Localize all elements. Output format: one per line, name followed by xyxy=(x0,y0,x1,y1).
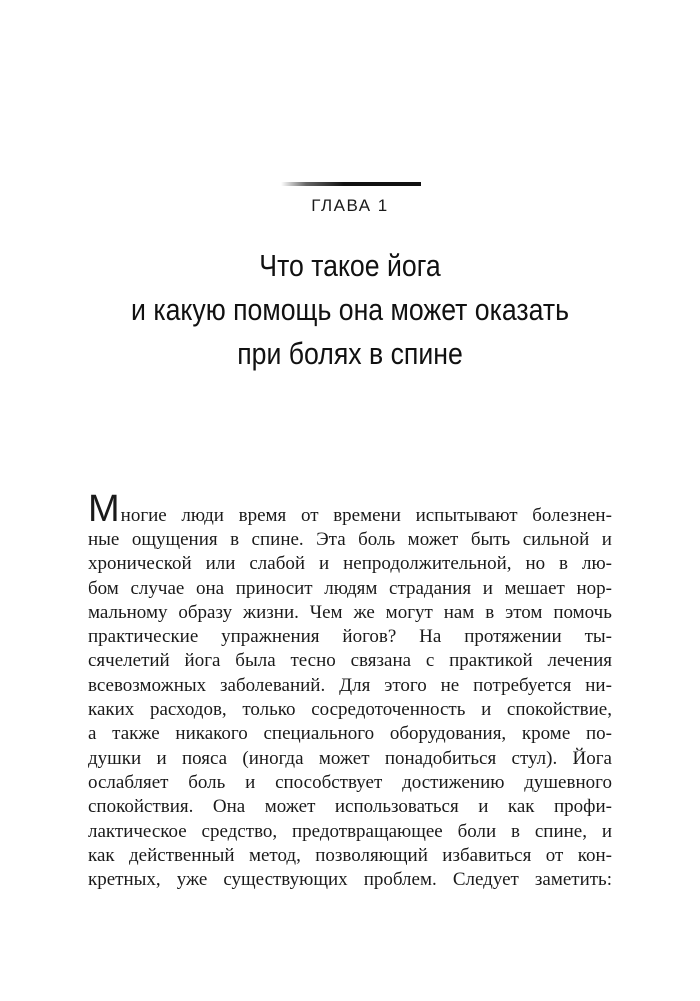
word: мальному xyxy=(88,601,168,623)
word: в xyxy=(230,529,240,550)
word: мешает xyxy=(504,577,565,599)
word: и xyxy=(482,577,493,599)
word: заметить: xyxy=(534,869,612,891)
text-line xyxy=(88,747,612,771)
word: специального xyxy=(263,723,375,745)
word: ни- xyxy=(585,674,612,696)
word: профи- xyxy=(553,796,612,818)
word: люди xyxy=(181,504,224,526)
chapter-title xyxy=(49,244,651,376)
word: Она xyxy=(212,796,246,818)
word: испытывают xyxy=(415,504,518,526)
word: и xyxy=(481,699,492,721)
word: лю- xyxy=(581,553,612,575)
word: лактическое xyxy=(88,820,187,842)
word: жизни. xyxy=(242,601,299,623)
first-line-word: ногие xyxy=(120,504,167,526)
word: и xyxy=(319,553,330,575)
word: средство, xyxy=(201,820,278,842)
word: Чем xyxy=(309,601,343,623)
chapter-title-line: и какую помощь она может оказать xyxy=(131,292,569,327)
word: этого xyxy=(384,674,427,696)
word: проблем. xyxy=(363,869,437,891)
word: кроме xyxy=(521,723,571,745)
text-line xyxy=(88,698,612,722)
text-line xyxy=(88,528,612,552)
word: образу xyxy=(178,601,233,623)
word: боль xyxy=(188,771,226,793)
word: как xyxy=(88,844,115,866)
word: она xyxy=(195,577,225,599)
word: сосредоточенность xyxy=(311,699,466,721)
word: приносит xyxy=(235,577,313,599)
word: болезнен- xyxy=(532,504,612,526)
word: достижению xyxy=(402,771,505,793)
word: ты- xyxy=(584,626,612,648)
word: времени xyxy=(333,504,401,526)
word: пояса xyxy=(181,747,228,769)
chapter-title-line: Что такое йога xyxy=(259,248,441,283)
word: практикой xyxy=(449,650,533,672)
text-line xyxy=(88,487,612,530)
text-line xyxy=(88,552,612,576)
word: упражнения xyxy=(221,626,320,648)
word: боли xyxy=(457,820,497,842)
chapter-label: ГЛАВА 1 xyxy=(311,196,389,215)
word: этом xyxy=(505,601,543,623)
word: связана xyxy=(350,650,412,672)
word: или xyxy=(205,553,236,575)
word: действенный xyxy=(129,844,235,866)
word: также xyxy=(112,723,160,745)
word: и xyxy=(245,771,256,793)
word: может xyxy=(407,529,459,550)
word: предотвращающее xyxy=(292,820,443,842)
word: была xyxy=(235,650,276,672)
word: оборудования, xyxy=(389,723,507,745)
word: с xyxy=(425,650,435,672)
word: быть xyxy=(470,529,511,550)
word: в xyxy=(485,601,495,623)
word: ные xyxy=(88,529,120,550)
drop-cap: М xyxy=(88,487,120,530)
text-line xyxy=(88,795,612,819)
first-line-start xyxy=(88,487,167,530)
word: всевозможных xyxy=(88,674,207,696)
word: сячелетий xyxy=(88,650,170,672)
word: как xyxy=(507,796,535,818)
word: йогов? xyxy=(342,626,397,648)
word: страдания xyxy=(389,577,472,599)
word: и xyxy=(601,820,612,842)
word: нам xyxy=(443,601,475,623)
text-line xyxy=(88,674,612,698)
word: уже xyxy=(176,869,208,891)
word: могут xyxy=(385,601,433,623)
word: Эта xyxy=(316,529,346,550)
word: сильной xyxy=(522,529,590,550)
chapter-rule xyxy=(281,182,421,186)
text-line xyxy=(88,722,612,746)
word: боль xyxy=(358,529,396,550)
word: кретных, xyxy=(88,869,161,891)
word: Йога xyxy=(572,747,612,769)
word: избавиться xyxy=(442,844,532,866)
word: и xyxy=(478,796,489,818)
word: понадобиться xyxy=(384,747,497,769)
word: и xyxy=(601,529,612,550)
chapter-title-line: при болях в спине xyxy=(237,336,463,371)
word: метод, xyxy=(248,844,301,866)
word: в xyxy=(559,553,569,575)
text-line xyxy=(88,844,612,868)
word: и xyxy=(156,747,167,769)
word: не xyxy=(440,674,460,696)
word: спине. xyxy=(251,529,304,550)
word: слабой xyxy=(249,553,306,575)
text-line xyxy=(88,649,612,673)
word: тесно xyxy=(290,650,336,672)
word: душки xyxy=(88,747,142,769)
word: может xyxy=(318,747,370,769)
word: протяжении xyxy=(464,626,562,648)
body-paragraph xyxy=(88,487,612,892)
word: от xyxy=(300,504,319,526)
word: лечения xyxy=(547,650,612,672)
word: использоваться xyxy=(334,796,459,818)
word: практические xyxy=(88,626,199,648)
text-line xyxy=(88,577,612,601)
word: может xyxy=(264,796,316,818)
text-line xyxy=(88,771,612,795)
word: душевного xyxy=(524,771,612,793)
word: спокойствия. xyxy=(88,796,194,818)
word: только xyxy=(242,699,296,721)
word: же xyxy=(353,601,375,623)
word: никакого xyxy=(175,723,248,745)
word: помочь xyxy=(553,601,612,623)
word: Следует xyxy=(452,869,519,891)
word: время xyxy=(238,504,287,526)
word: каких xyxy=(88,699,135,721)
word: ощущения xyxy=(131,529,218,550)
word: в xyxy=(511,820,520,842)
word: случае xyxy=(130,577,185,599)
word: от xyxy=(545,844,564,866)
word: позволяющий xyxy=(315,844,428,866)
word: (иногда xyxy=(242,747,304,769)
word: заболеваний. xyxy=(220,674,326,696)
word: йога xyxy=(184,650,221,672)
text-line xyxy=(88,601,612,625)
word: непродолжительной, xyxy=(343,553,512,575)
word: потребуется xyxy=(473,674,572,696)
word: хронической xyxy=(88,553,192,575)
word: бом xyxy=(88,577,119,599)
word: способствует xyxy=(275,771,383,793)
word: а xyxy=(88,723,97,745)
text-line xyxy=(88,868,612,892)
word: людям xyxy=(324,577,378,599)
word: нор- xyxy=(576,577,612,599)
word: ослабляет xyxy=(88,771,169,793)
word: Для xyxy=(339,674,371,696)
word: спокойствие, xyxy=(506,699,612,721)
word: существующих xyxy=(223,869,348,891)
text-line xyxy=(88,820,612,844)
word: по- xyxy=(585,723,612,745)
word: кон- xyxy=(577,844,612,866)
word: спине, xyxy=(534,820,587,842)
word: На xyxy=(419,626,442,648)
word: расходов, xyxy=(149,699,227,721)
word: но xyxy=(525,553,546,575)
word: стул). xyxy=(511,747,558,769)
text-line xyxy=(88,625,612,649)
